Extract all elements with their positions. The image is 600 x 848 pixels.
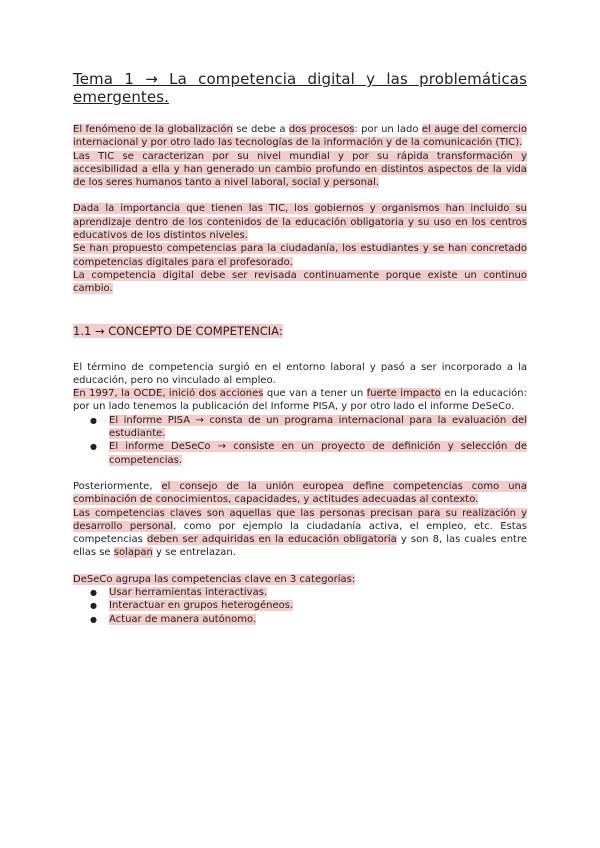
- highlighted-text: Dada la importancia que tienen las TIC, los gobiernos y organismos han incluido su aprendizaje dentro de los contenidos de la educación obligatoria y su uso en los centros educativos de los distintos niveles.: [73, 203, 527, 242]
- highlighted-text: dos procesos: [288, 124, 355, 135]
- intro-paragraph-4: [73, 242, 527, 269]
- document-page: [73, 70, 527, 626]
- spacer: [73, 467, 527, 480]
- highlighted-text: Se han propuesto competencias para la ciudadanía, los estudiantes y se han concretado competencias digitales para el profesorado.: [73, 243, 527, 268]
- bullet-list-reports: [73, 414, 527, 467]
- bullet-item: ● El informe PISA → consta de un programa internacional para la evaluación del estudiante.: [109, 414, 527, 441]
- highlighted-text: En 1997, la OCDE, inició dos acciones: [73, 388, 264, 400]
- spacer: [73, 560, 527, 573]
- highlighted-text: solapan: [113, 547, 153, 559]
- section-paragraph-4: [73, 507, 527, 560]
- spacer: [73, 339, 527, 361]
- bullet-item: ● Usar herramientas interactivas.: [109, 586, 527, 599]
- text-run: El término de competencia surgió en el entorno laboral y pasó a ser incorporado a la educación, pero no vinculado al empleo.: [73, 361, 527, 386]
- text-run: que van a tener un: [263, 388, 367, 400]
- section-paragraph-5: [73, 573, 527, 586]
- text-run: y son 8, las cuales entre ellas se: [73, 534, 528, 559]
- highlighted-text: Las competencias claves son aquellas que las personas precisan para su realización y desarrollo personal: [73, 507, 527, 532]
- intro-paragraph-3: [73, 202, 527, 242]
- intro-paragraph-2: [73, 150, 527, 190]
- intro-paragraph-1: [73, 123, 527, 150]
- text-run: : por un lado: [354, 124, 422, 135]
- text-run: se debe a: [232, 124, 289, 135]
- intro-paragraph-5: [73, 269, 527, 296]
- highlighted-text: Las TIC se caracterizan por su nivel mundial y por su rápida transformación y accesibilidad a ella y han generado un cambio profundo en distintos aspectos de la vida de los seres humanos tanto a nivel laboral, social y personal.: [73, 150, 527, 189]
- highlighted-text: el consejo de la unión europea define competencias como una combinación de conocimientos, capacidades, y actitudes adecuadas al contexto.: [73, 480, 527, 506]
- bullet-list-categories: [73, 586, 527, 626]
- section-heading: 1.1 → CONCEPTO DE COMPETENCIA:: [73, 323, 283, 338]
- highlighted-text: El fenómeno de la globalización: [73, 124, 233, 135]
- highlighted-text: deben ser adquiridas en la educación obligatoria: [146, 534, 397, 546]
- highlighted-text: La competencia digital debe ser revisada continuamente porque existe un continuo cambio.: [73, 269, 527, 295]
- section-paragraph-1: [73, 361, 527, 388]
- highlighted-text: DeSeCo agrupa las competencias clave en 3 categorías:: [73, 573, 356, 585]
- text-run: , como por ejemplo la ciudadanía activa, el empleo, etc. Estas competencias: [73, 520, 527, 546]
- section-paragraph-3: [73, 480, 527, 507]
- section-paragraph-2: [73, 387, 527, 414]
- document-title: Tema 1 → La competencia digital y las problemáticas emergentes.: [73, 70, 527, 106]
- highlighted-text: el auge del comercio internacional y por otro lado las tecnologías de la información y de la comunicación (TIC).: [73, 124, 527, 149]
- bullet-item: ● Actuar de manera autónomo.: [109, 613, 527, 626]
- text-run: en la educación: por un lado tenemos la publicación del Informe PISA, y por otro lado el informe DeSeCo.: [73, 388, 528, 413]
- text-run: Posteriormente,: [73, 480, 162, 492]
- bullet-item: ● El informe DeSeCo → consiste en un proyecto de definición y selección de competencias.: [109, 440, 527, 467]
- highlighted-text: fuerte impacto: [366, 388, 441, 400]
- spacer: [73, 296, 527, 324]
- text-run: y se entrelazan.: [152, 547, 236, 559]
- spacer: [73, 189, 527, 202]
- bullet-item: ● Interactuar en grupos heterogéneos.: [109, 599, 527, 612]
